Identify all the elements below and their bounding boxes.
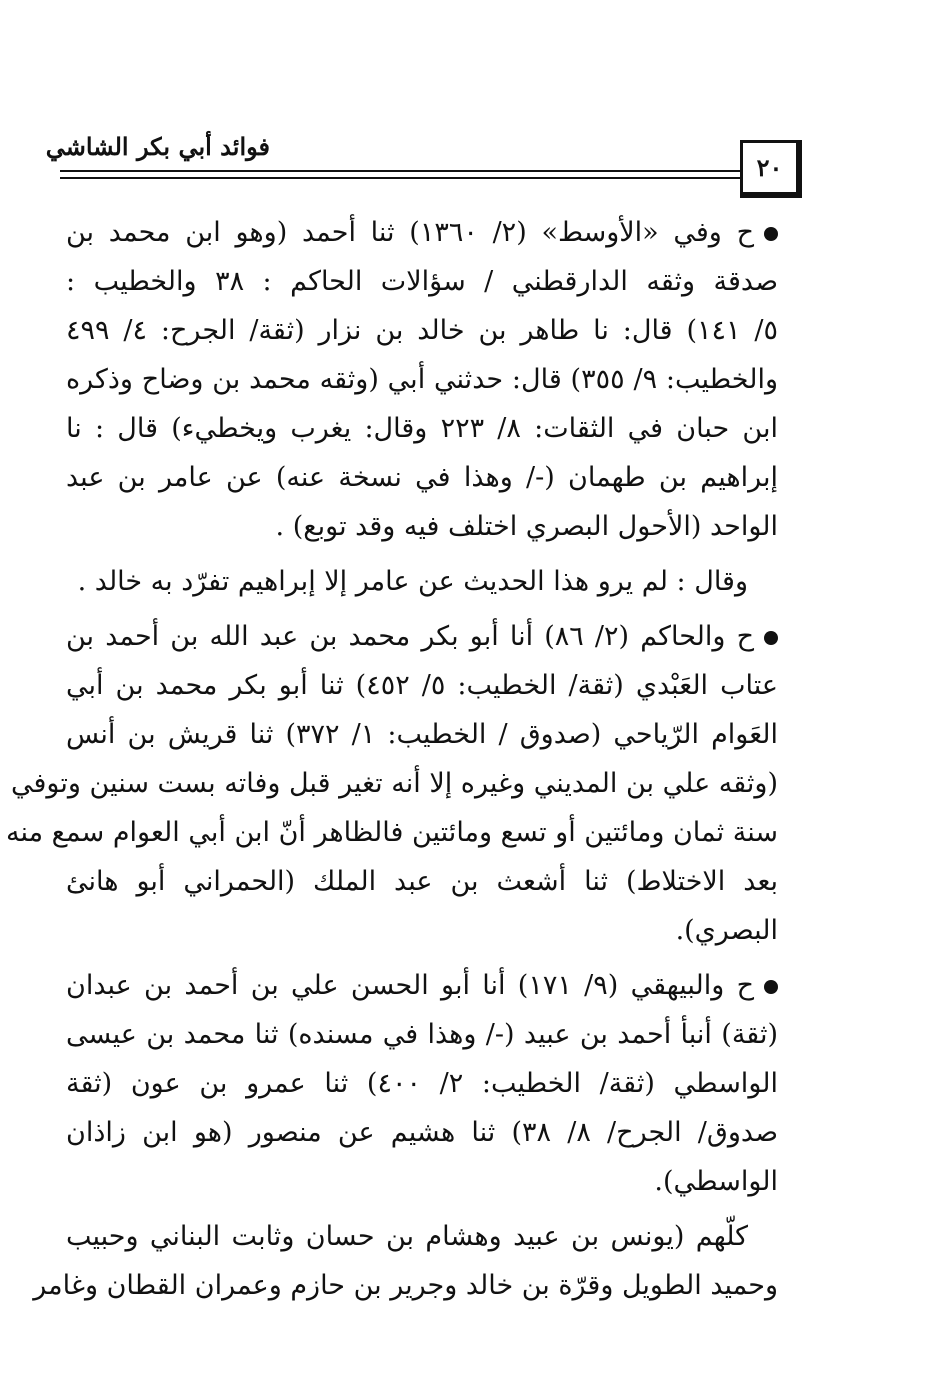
line-text: (وثقه علي بن المديني وغيره إلا أنه تغير قبل وفاته بست سنين وتوفي: [11, 768, 778, 799]
text-line: [66, 257, 778, 306]
text-line: [66, 208, 778, 257]
header-rule: [60, 170, 740, 179]
line-text: البصري).: [675, 915, 778, 946]
text-line: [66, 502, 778, 551]
line-text: كلّهم (يونس بن عبيد وهشام بن حسان وثابت البناني وحبيب: [66, 1221, 748, 1252]
line-text: ح وفي «الأوسط» (٢/ ١٣٦٠) ثنا أحمد (وهو ابن محمد بن: [66, 217, 755, 248]
paragraph: [33, 1212, 778, 1310]
line-text: سنة ثمان ومائتين أو تسع ومائتين فالظاهر أنّ ابن أبي العوام سمع منه: [5, 817, 778, 848]
body-text: [5, 208, 779, 1316]
text-line: [66, 1212, 778, 1261]
line-text: الواسطي (ثقة/ الخطيب: ٢/ ٤٠٠) ثنا عمرو بن عون (ثقة: [66, 1068, 778, 1099]
text-line: [66, 661, 778, 710]
text-line: [66, 1108, 778, 1157]
text-line: [66, 710, 778, 759]
paragraph: [66, 961, 778, 1206]
text-line: [66, 612, 778, 661]
line-text: والخطيب: ٩/ ٣٥٥) قال: حدثني أبي (وثقه محمد بن وضاح وذكره: [66, 364, 779, 395]
line-text: ابن حبان في الثقات: ٨/ ٢٢٣ وقال: يغرب ويخطيء) قال : نا: [66, 413, 778, 444]
text-line: [66, 961, 778, 1010]
text-line: [33, 1261, 778, 1310]
line-text: ٥/ ١٤١) قال: نا طاهر بن خالد بن نزار (ثقة/ الجرح: ٤/ ٤٩٩: [66, 315, 779, 346]
text-line: [66, 906, 778, 955]
text-line: [5, 808, 778, 857]
line-text: العَوام الرّياحي (صدوق / الخطيب: ١/ ٣٧٢) ثنا قريش بن أنس: [66, 719, 779, 750]
paragraph: [66, 557, 778, 606]
line-text: صدوق/ الجرح/ ٨/ ٣٨) ثنا هشيم عن منصور (هو ابن زاذان: [66, 1117, 778, 1148]
text-line: [66, 1157, 778, 1206]
page-number: ٢٠: [740, 140, 802, 198]
line-text: الواحد (الأحول البصري اختلف فيه وقد توبع) .: [275, 511, 778, 542]
text-line: [66, 306, 778, 355]
line-text: بعد الاختلاط) ثنا أشعث بن عبد الملك (الحمراني أبو هانئ: [66, 866, 778, 897]
line-text: ح والبيهقي (٩/ ١٧١) أنا أبو الحسن علي بن أحمد بن عبدان: [66, 970, 755, 1001]
line-text: وقال : لم يرو هذا الحديث عن عامر إلا إبراهيم تفرّد به خالد .: [77, 566, 748, 597]
running-title: فوائد أبي بكر الشاشي: [45, 132, 270, 161]
text-line: [66, 355, 778, 404]
line-text: صدقة وثقه الدارقطني / سؤالات الحاكم : ٣٨ والخطيب :: [66, 266, 779, 297]
paragraph: [5, 612, 779, 955]
paragraph: [66, 208, 778, 551]
text-line: [11, 759, 778, 808]
text-line: [66, 404, 778, 453]
text-line: [66, 1010, 778, 1059]
line-text: وحميد الطويل وقرّة بن خالد وجرير بن حازم وعمران القطان وغامر: [33, 1270, 778, 1301]
bullet-icon: [764, 980, 778, 994]
text-line: [66, 453, 778, 502]
line-text: إبراهيم بن طهمان (-/ وهذا في نسخة عنه) عن عامر بن عبد: [66, 462, 778, 493]
text-line: [66, 1059, 778, 1108]
line-text: ح والحاكم (٢/ ٨٦) أنا أبو بكر محمد بن عبد الله بن أحمد بن: [66, 621, 755, 652]
line-text: (ثقة) أنبأ أحمد بن عبيد (-/ وهذا في مسنده) ثنا محمد بن عيسى: [66, 1019, 778, 1050]
line-text: عتاب العَبْدي (ثقة/ الخطيب: ٥/ ٤٥٢) ثنا أبو بكر محمد بن أبي: [66, 670, 778, 701]
line-text: الواسطي).: [654, 1166, 778, 1197]
text-line: [66, 557, 778, 606]
bullet-icon: [764, 227, 778, 241]
text-line: [66, 857, 778, 906]
bullet-icon: [764, 631, 778, 645]
